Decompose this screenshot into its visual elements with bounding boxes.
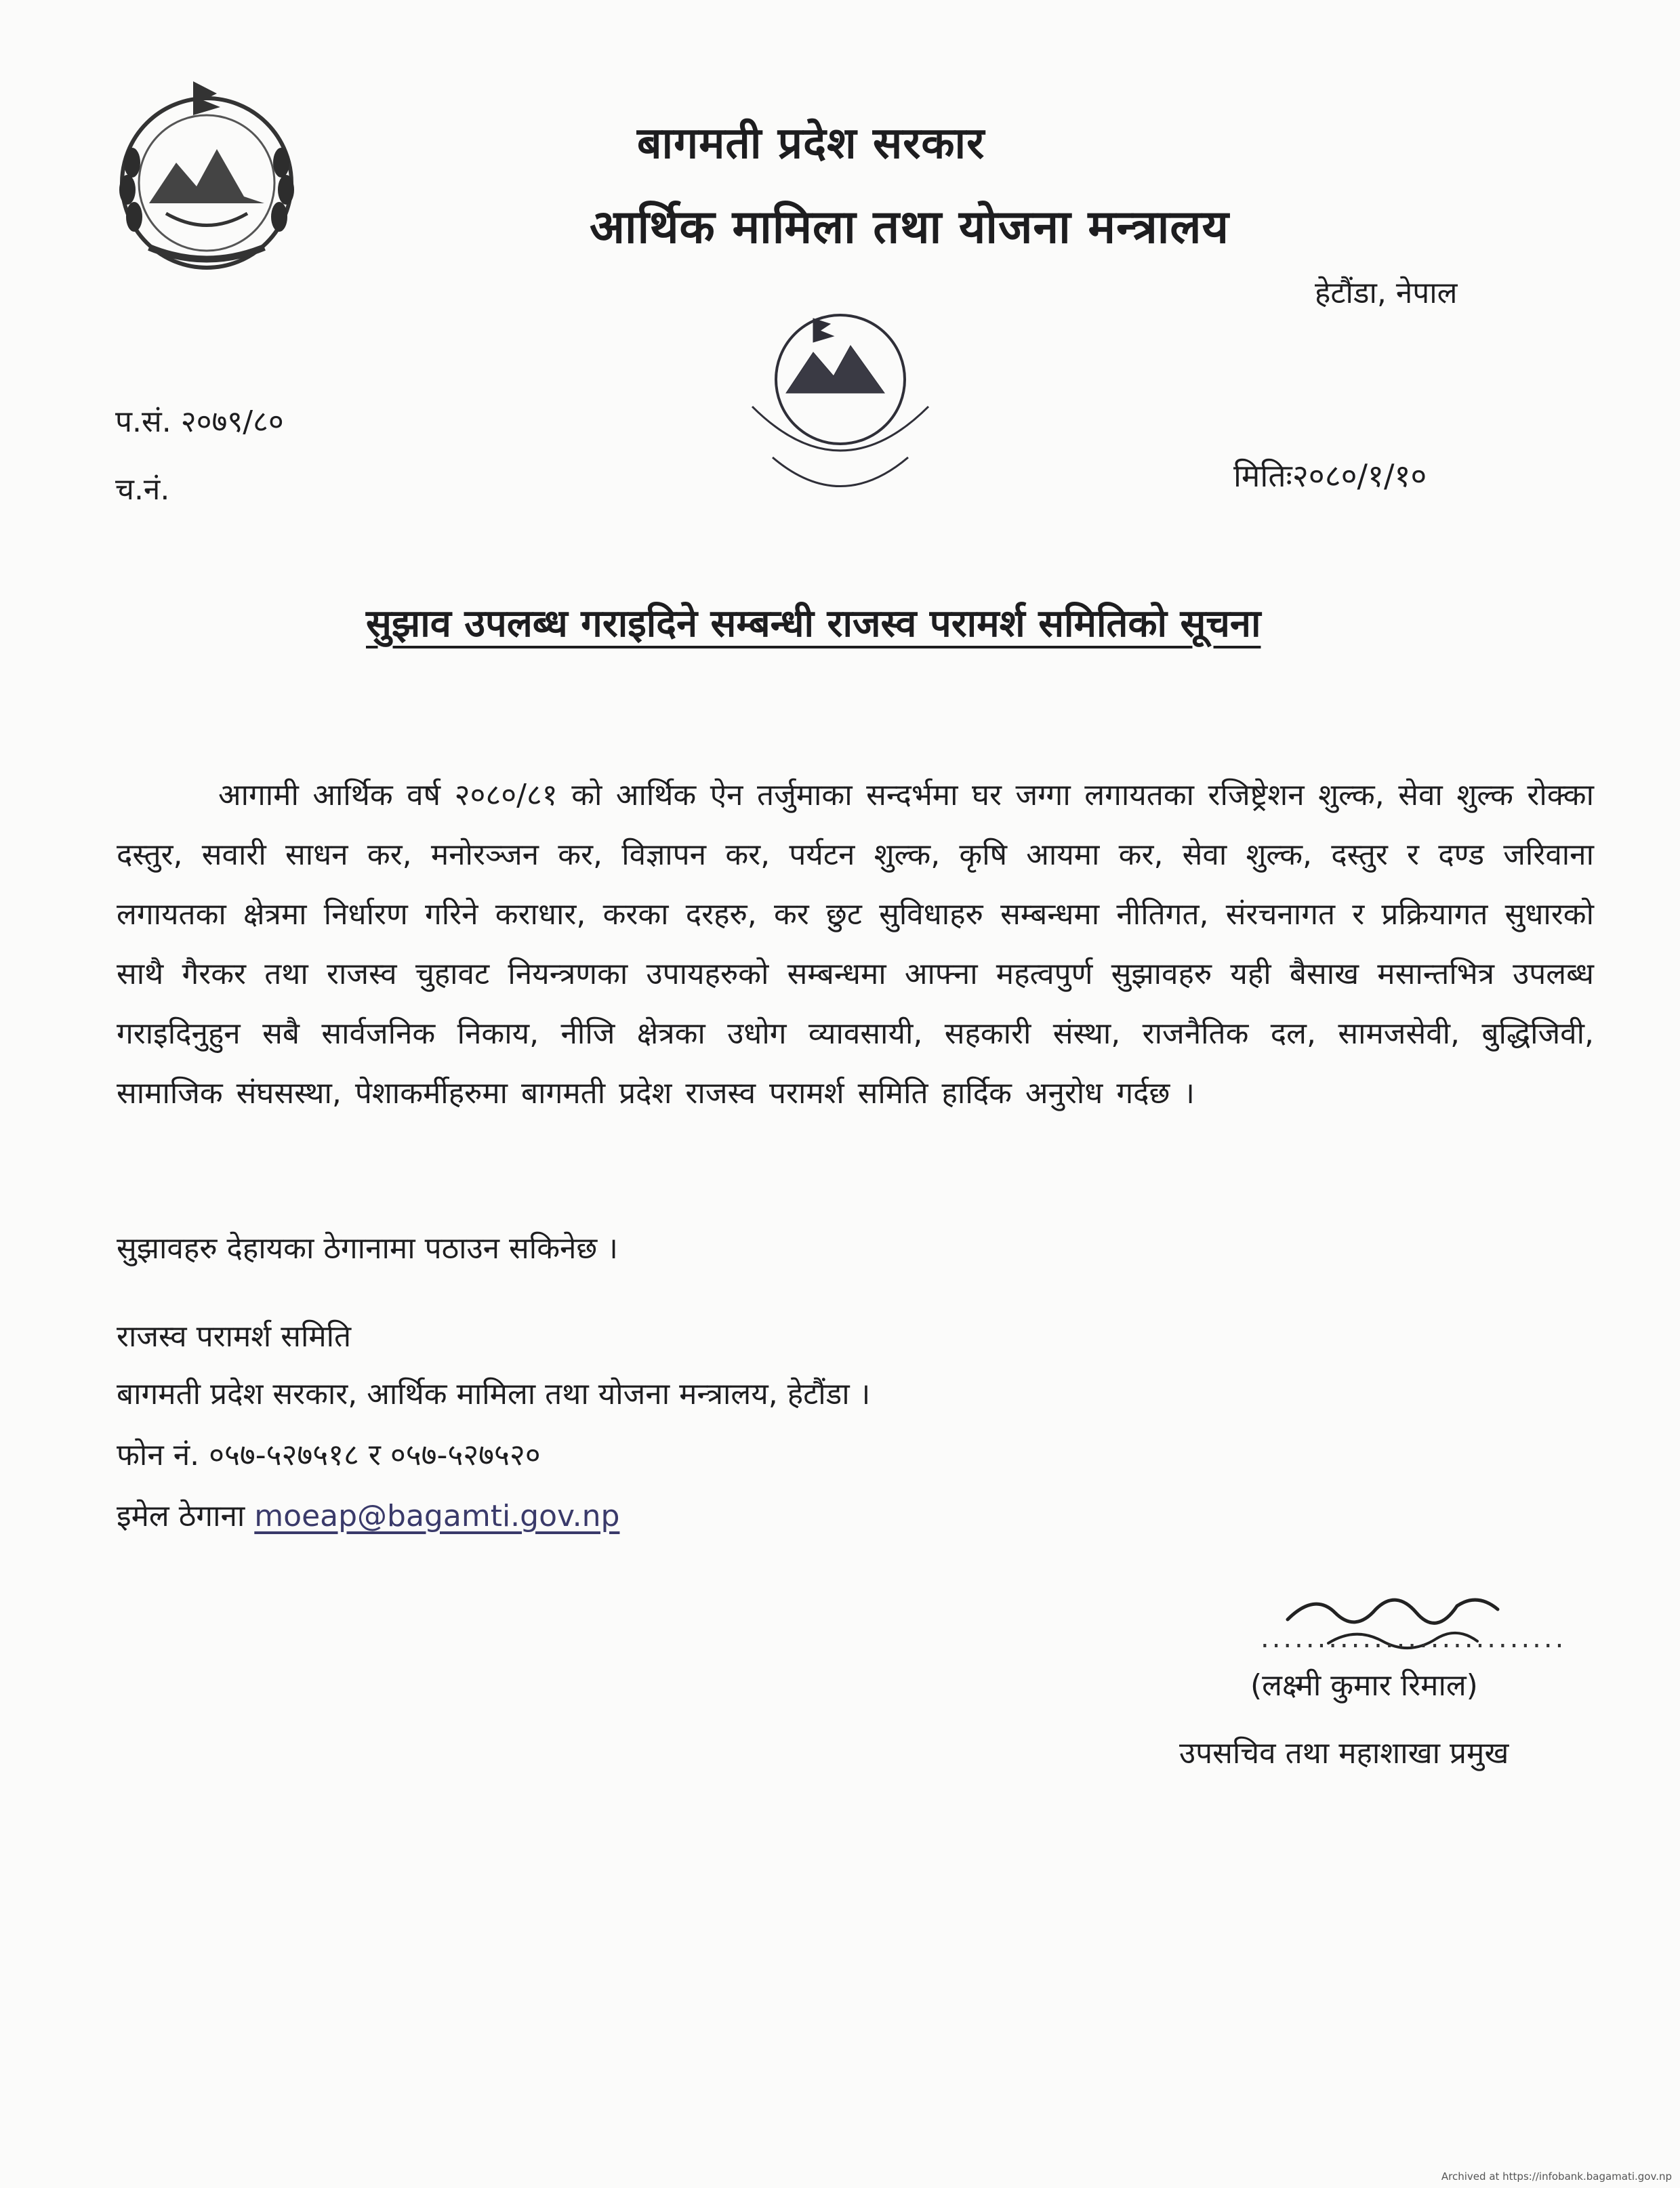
notice-title: सुझाव उपलब्ध गराइदिने सम्बन्धी राजस्व परामर्श समितिको सूचना — [366, 602, 1261, 646]
signatory-title: उपसचिव तथा महाशाखा प्रमुख — [1179, 1736, 1509, 1771]
signatory-name: (लक्ष्मी कुमार रिमाल) — [1250, 1668, 1478, 1703]
email-label: इमेल ठेगाना — [117, 1499, 245, 1533]
send-instruction: सुझावहरु देहायका ठेगानामा पठाउन सकिनेछ । — [117, 1231, 618, 1266]
email-link[interactable]: moeap@bagamti.gov.np — [254, 1499, 620, 1533]
signature-dots: ........................... — [1261, 1623, 1567, 1654]
letterhead-ministry: आर्थिक मामिला तथा योजना मन्त्रालय — [590, 201, 1229, 254]
address-committee: राजस्व परामर्श समिति — [117, 1319, 352, 1354]
reference-number: प.सं. २०७९/८० — [115, 405, 284, 439]
office-stamp — [712, 291, 969, 535]
address-email-row — [117, 1494, 619, 1535]
notice-body: आगामी आर्थिक वर्ष २०८०/८१ को आर्थिक ऐन तर्जुमाका सन्दर्भमा घर जग्गा लगायतका रजिष्ट्रेशन शुल्क, सेवा शुल्क रोक्का दस्तुर, सवारी साधन कर, मनोरञ्जन कर, विज्ञापन कर, पर्यटन शुल्क, कृषि आयमा कर, सेवा शुल्क, दस्तुर र दण्ड जरिवाना लगायतका क्षेत्रमा निर्धारण गरिने कराधार, करका दरहरु, कर छुट सुविधाहरु सम्बन्धमा नीतिगत, संरचनागत र प्रक्रियागत सुधारको साथै गैरकर तथा राजस्व चुहावट नियन्त्रणका उपायहरुको सम्बन्धमा आफ्ना महत्वपुर्ण सुझावहरु यही बैसाख मसान्तभित्र उपलब्ध गराइदिनुहुन सबै सार्वजनिक निकाय, नीजि क्षेत्रका उधोग व्यावसायी, सहकारी संस्था, राजनैतिक दल, सामजसेवी, बुद्धिजिवी, सामाजिक संघसस्था, पेशाकर्मीहरुमा बागमती प्रदेश राजस्व परामर्श समिति हार्दिक अनुरोध गर्दछ । — [117, 778, 1594, 1111]
government-emblem — [102, 68, 312, 285]
letterhead-title: बागमती प्रदेश सरकार — [637, 119, 985, 169]
address-phone: फोन नं. ०५७-५२७५१८ र ०५७-५२७५२० — [117, 1438, 541, 1472]
letterhead-location: हेटौंडा, नेपाल — [1315, 276, 1458, 310]
archive-footer: Archived at https://infobank.bagamati.gov.np — [1441, 2170, 1672, 2183]
address-office: बागमती प्रदेश सरकार, आर्थिक मामिला तथा योजना मन्त्रालय, हेटौंडा । — [117, 1377, 871, 1411]
letter-date: मितिः२०८०/१/१० — [1233, 457, 1427, 494]
chalani-number: च.नं. — [115, 472, 170, 507]
